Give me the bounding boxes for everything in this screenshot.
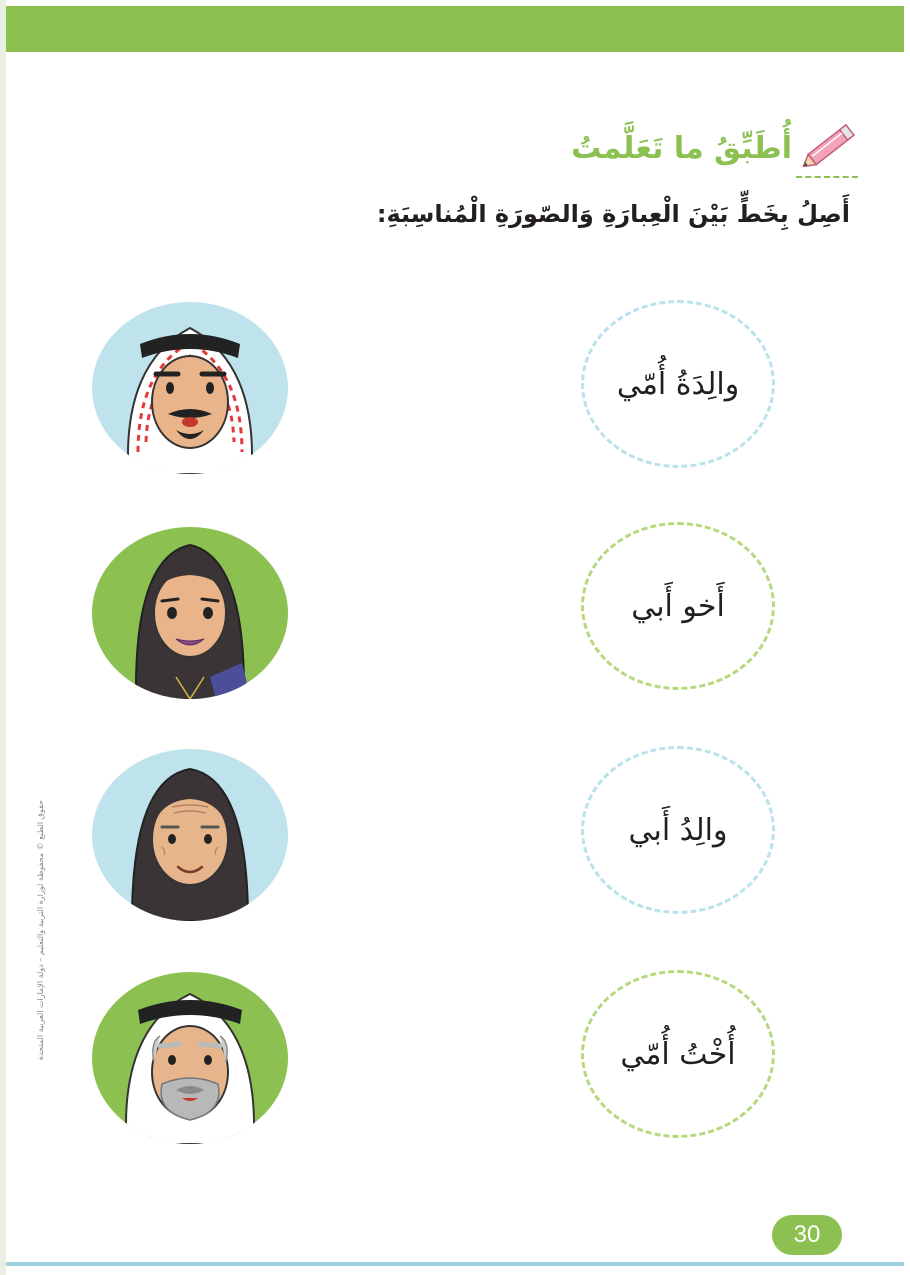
portrait-3[interactable] (92, 749, 288, 921)
side-credit-text: حقوق الطبع © محفوظة لوزارة التربية والتعليم – دولة الإمارات العربية المتحدة (36, 800, 45, 1061)
page-number: 30 (793, 1221, 821, 1248)
grandmother-in-black-abaya-icon (92, 749, 288, 921)
phrase-text-1: والِدَةُ أُمّي (616, 366, 740, 402)
phrase-circle-2[interactable] (581, 522, 775, 690)
pencil-icon (794, 116, 864, 178)
woman-in-black-abaya-icon (92, 527, 288, 699)
portrait-4[interactable] (92, 972, 288, 1144)
grandfather-with-white-ghutra-icon (92, 972, 288, 1144)
section-title (571, 120, 792, 176)
portrait-2[interactable] (92, 527, 288, 699)
phrase-text-3: والِدُ أَبي (628, 812, 728, 848)
instruction-text: أَصِلُ بِخَطٍّ بَيْنَ الْعِبارَةِ وَالصّورَةِ الْمُناسِبَةِ: (376, 200, 850, 228)
phrase-text-2: أَخو أَبي (631, 588, 725, 624)
title-underline (796, 176, 858, 178)
phrase-circle-4[interactable] (581, 970, 775, 1138)
bottom-color-line (6, 1262, 904, 1266)
phrase-circle-1[interactable] (581, 300, 775, 468)
phrase-text-4: أُخْتُ أُمّي (620, 1036, 736, 1072)
portrait-1[interactable] (92, 302, 288, 474)
phrase-circle-3[interactable] (581, 746, 775, 914)
man-with-red-ghutra-icon (92, 302, 288, 474)
page-left-edge (0, 0, 6, 1275)
top-color-bar (6, 6, 904, 52)
section-title-text: أُطَبِّقُ ما تَعَلَّمتُ (571, 130, 792, 166)
page-number-badge (772, 1215, 842, 1255)
